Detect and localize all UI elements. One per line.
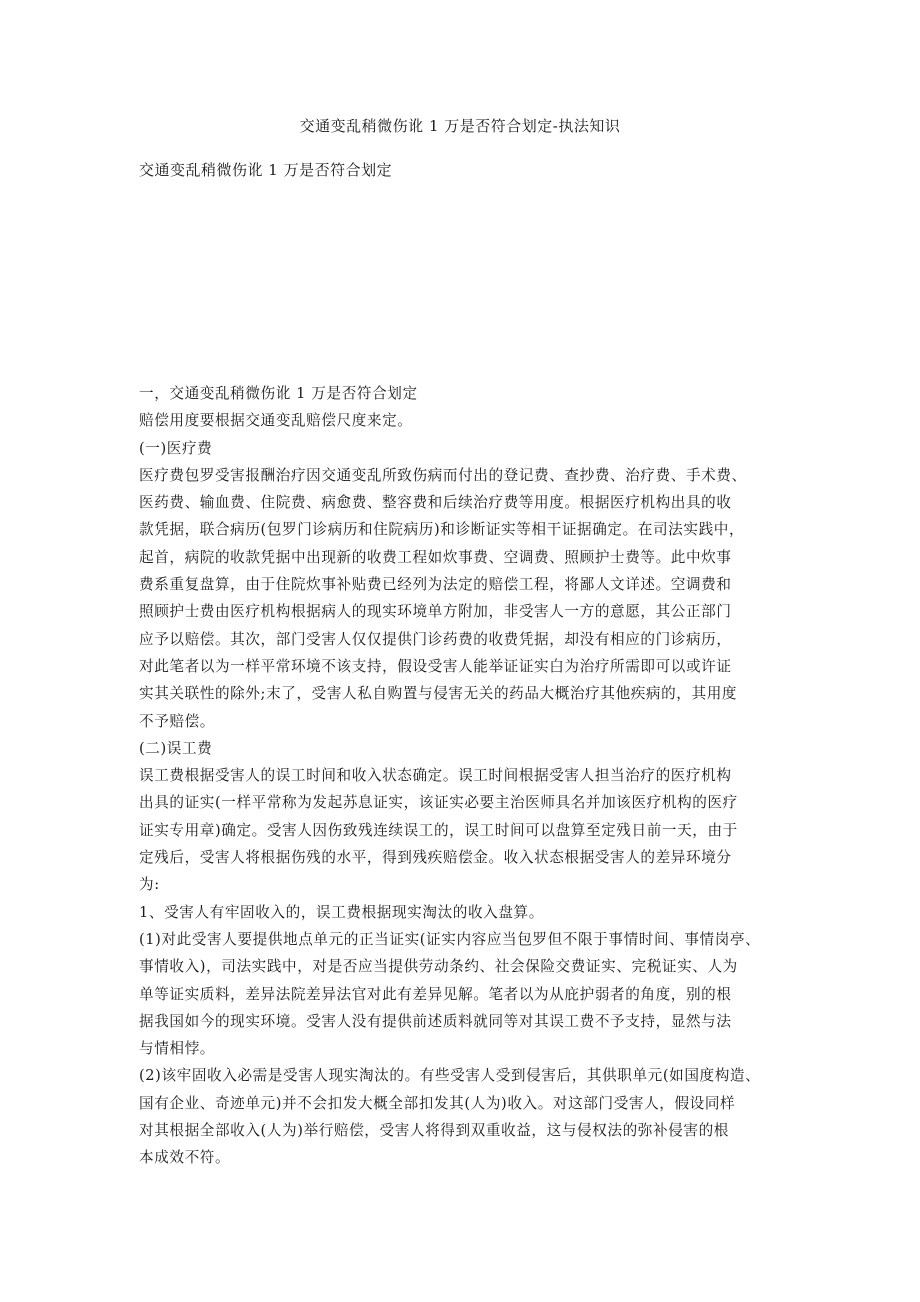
body-line: 赔偿用度要根据交通变乱赔偿尺度来定。	[139, 412, 413, 430]
body-line: 对此笔者以为一样平常环境不该支持，假设受害人能举证证实白为治疗所需即可以或许证	[139, 657, 732, 675]
body-line: (2)该牢固收入必需是受害人现实淘汰的。有些受害人受到侵害后，其供职单元(如国度构造、	[139, 1067, 761, 1085]
document-title: 交通变乱稍微伤讹 1 万是否符合划定-执法知识	[299, 117, 621, 135]
body-line: 一，交通变乱稍微伤讹 1 万是否符合划定	[139, 385, 418, 402]
body-line: 出具的证实(一样平常称为发起苏息证实，该证实必要主治医师具名并加该医疗机构的医疗	[139, 794, 738, 812]
body-line: 实其关联性的除外;末了，受害人私自购置与侵害无关的药品大概治疗其他疾病的，其用度	[139, 685, 738, 703]
body-line: 定残后，受害人将根据伤残的水平，得到残疾赔偿金。收入状态根据受害人的差异环境分	[139, 849, 732, 867]
body-line: 费系重复盘算，由于住院炊事补贴费已经列为法定的赔偿工程，将鄙人文详述。空调费和	[139, 576, 732, 594]
body-line: (二)误工费	[139, 739, 213, 757]
body-line: (1)对此受害人要提供地点单元的正当证实(证实内容应当包罗但不限于事情时间、事情岗亭、	[139, 930, 761, 948]
body-line: 不予赔偿。	[139, 712, 215, 730]
body-line: 医疗费包罗受害报酬治疗因交通变乱所致伤病而付出的登记费、查抄费、治疗费、手术费、	[139, 466, 747, 484]
body-line: 单等证实质料，差异法院差异法官对此有差异见解。笔者以为从庇护弱者的角度，别的根	[139, 985, 732, 1003]
body-line: 据我国如今的现实环境。受害人没有提供前述质料就同等对其误工费不予支持，显然与法	[139, 1012, 732, 1030]
body-line: 本成效不符。	[139, 1149, 231, 1167]
body-line: 为:	[139, 876, 160, 894]
body-line: (一)医疗费	[139, 439, 213, 457]
body-line: 误工费根据受害人的误工时间和收入状态确定。误工时间根据受害人担当治疗的医疗机构	[139, 767, 732, 785]
body-line: 对其根据全部收入(人为)举行赔偿，受害人将得到双重收益，这与侵权法的弥补侵害的根	[139, 1122, 729, 1140]
body-line: 起首，病院的收款凭据中出现新的收费工程如炊事费、空调费、照顾护士费等。此中炊事	[139, 548, 732, 566]
body-line: 事情收入)，司法实践中，对是否应当提供劳动条约、社会保险交费证实、完税证实、人为	[139, 958, 738, 976]
body-line: 照顾护士费由医疗机构根据病人的现实环境单方附加，非受害人一方的意愿，其公正部门	[139, 603, 732, 621]
body-line: 国有企业、奇迹单元)并不会扣发大概全部扣发其(人为)收入。对这部门受害人，假设同样	[139, 1094, 736, 1112]
document-body	[139, 380, 799, 1172]
body-line: 款凭据，联合病历(包罗门诊病历和住院病历)和诊断证实等相干证据确定。在司法实践中，	[139, 521, 745, 539]
body-line: 医药费、输血费、住院费、病愈费、整容费和后续治疗费等用度。根据医疗机构出具的收	[139, 494, 732, 512]
document-subtitle: 交通变乱稍微伤讹 1 万是否符合划定	[139, 161, 393, 179]
body-line: 证实专用章)确定。受害人因伤致残连续误工的，误工时间可以盘算至定残日前一天，由于	[139, 821, 738, 839]
body-line: 应予以赔偿。其次，部门受害人仅仅提供门诊药费的收费凭据，却没有相应的门诊病历，	[139, 630, 732, 648]
body-line: 与情相悖。	[139, 1040, 215, 1058]
body-line: 1、受害人有牢固收入的，误工费根据现实淘汰的收入盘算。	[139, 903, 544, 921]
